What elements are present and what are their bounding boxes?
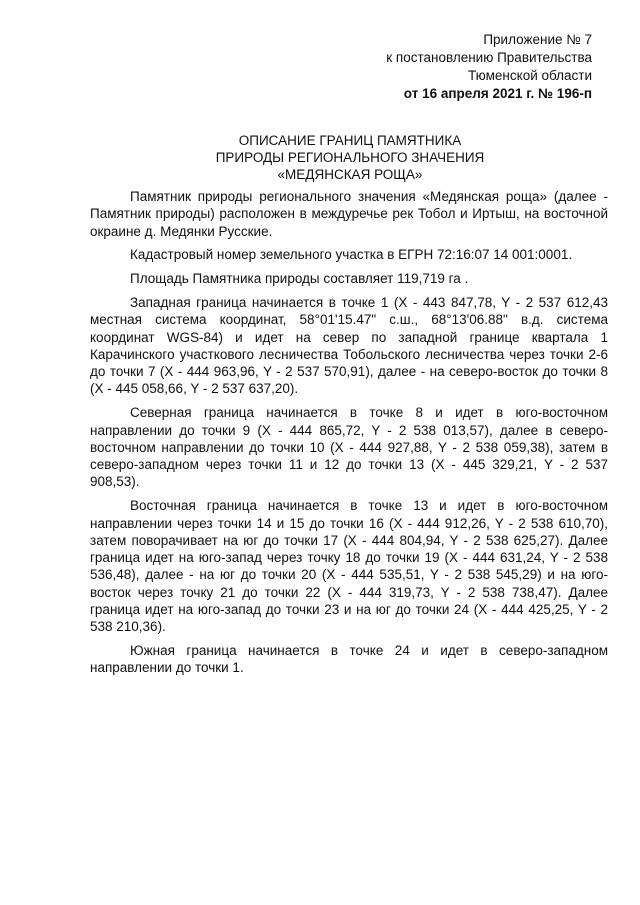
appendix-header [360, 31, 592, 103]
paragraph-area: Площадь Памятника природы составляет 119,719 га . [130, 271, 469, 287]
appendix-date-number: от 16 апреля 2021 г. № 196-п [403, 86, 592, 101]
paragraph-southern-border: Южная граница начинается в точке 24 и идет в северо-западном направлении до точки 1. [90, 643, 608, 676]
paragraph-cadastral-number: Кадастровый номер земельного участка в ЕГРН 72:16:07 14 001:0001. [130, 247, 573, 263]
paragraph-eastern-border: Восточная граница начинается в точке 13 и идет в юго-восточном направлении через точки 14 и 15 до точки 16 (X - 444 912,26, Y - 2 538 610,70), затем поворачивает на юг до точки 17 (X - 444 804,94, Y - 2 538 625,27). Далее граница идет на юго-запад через точку 18 до точки 19 (X - 444 631,24, Y - 2 538 536,48), далее - на юг до точки 20 (X - 444 535,51, Y - 2 538 545,29) и на юго-восток через точку 21 до точки 22 (X - 444 319,73, Y - 2 538 738,47). Далее граница идет на юго-запад до точки 23 и на юг до точки 24 (X - 444 425,25, Y - 2 538 210,36). [90, 498, 608, 635]
paragraph-northern-border: Северная граница начинается в точке 8 и идет в юго-восточном направлении до точки 9 (X - 444 865,72, Y - 2 538 013,57), далее в северо-восточном направлении до точки 10 (X - 444 927,88, Y - 2 538 059,38), затем в северо-западном через точки 11 и 12 до точки 13 (X - 445 329,21, Y - 2 537 908,53). [90, 405, 608, 490]
appendix-number: Приложение № 7 [483, 32, 592, 47]
document-body [90, 188, 608, 683]
title-line-2: ПРИРОДЫ РЕГИОНАЛЬНОГО ЗНАЧЕНИЯ [215, 150, 485, 165]
document-title [90, 132, 610, 183]
title-line-1: ОПИСАНИЕ ГРАНИЦ ПАМЯТНИКА [238, 133, 462, 148]
title-line-3: «МЕДЯНСКАЯ РОЩА» [277, 167, 423, 182]
paragraph-western-border: Западная граница начинается в точке 1 (X - 443 847,78, Y - 2 537 612,43 местная система координат, 58°01'15.47" с.ш., 68°13'06.88" в.д. система координат WGS-84) и идет на север по западной границе квартала 1 Карачинского участкового лесничества Тобольского лесничества через точки 2-6 до точки 7 (X - 444 963,96, Y - 2 537 570,91), далее - на северо-восток до точки 8 (X - 445 058,66, Y - 2 537 637,20). [90, 294, 608, 397]
appendix-region: Тюменской области [468, 68, 592, 83]
appendix-reference: к постановлению Правительства [386, 50, 592, 65]
paragraph-location: Памятник природы регионального значения «Медянская роща» (далее - Памятник природы) расположен в междуречье рек Тобол и Иртыш, на восточной окраине д. Медянки Русские. [90, 189, 608, 239]
